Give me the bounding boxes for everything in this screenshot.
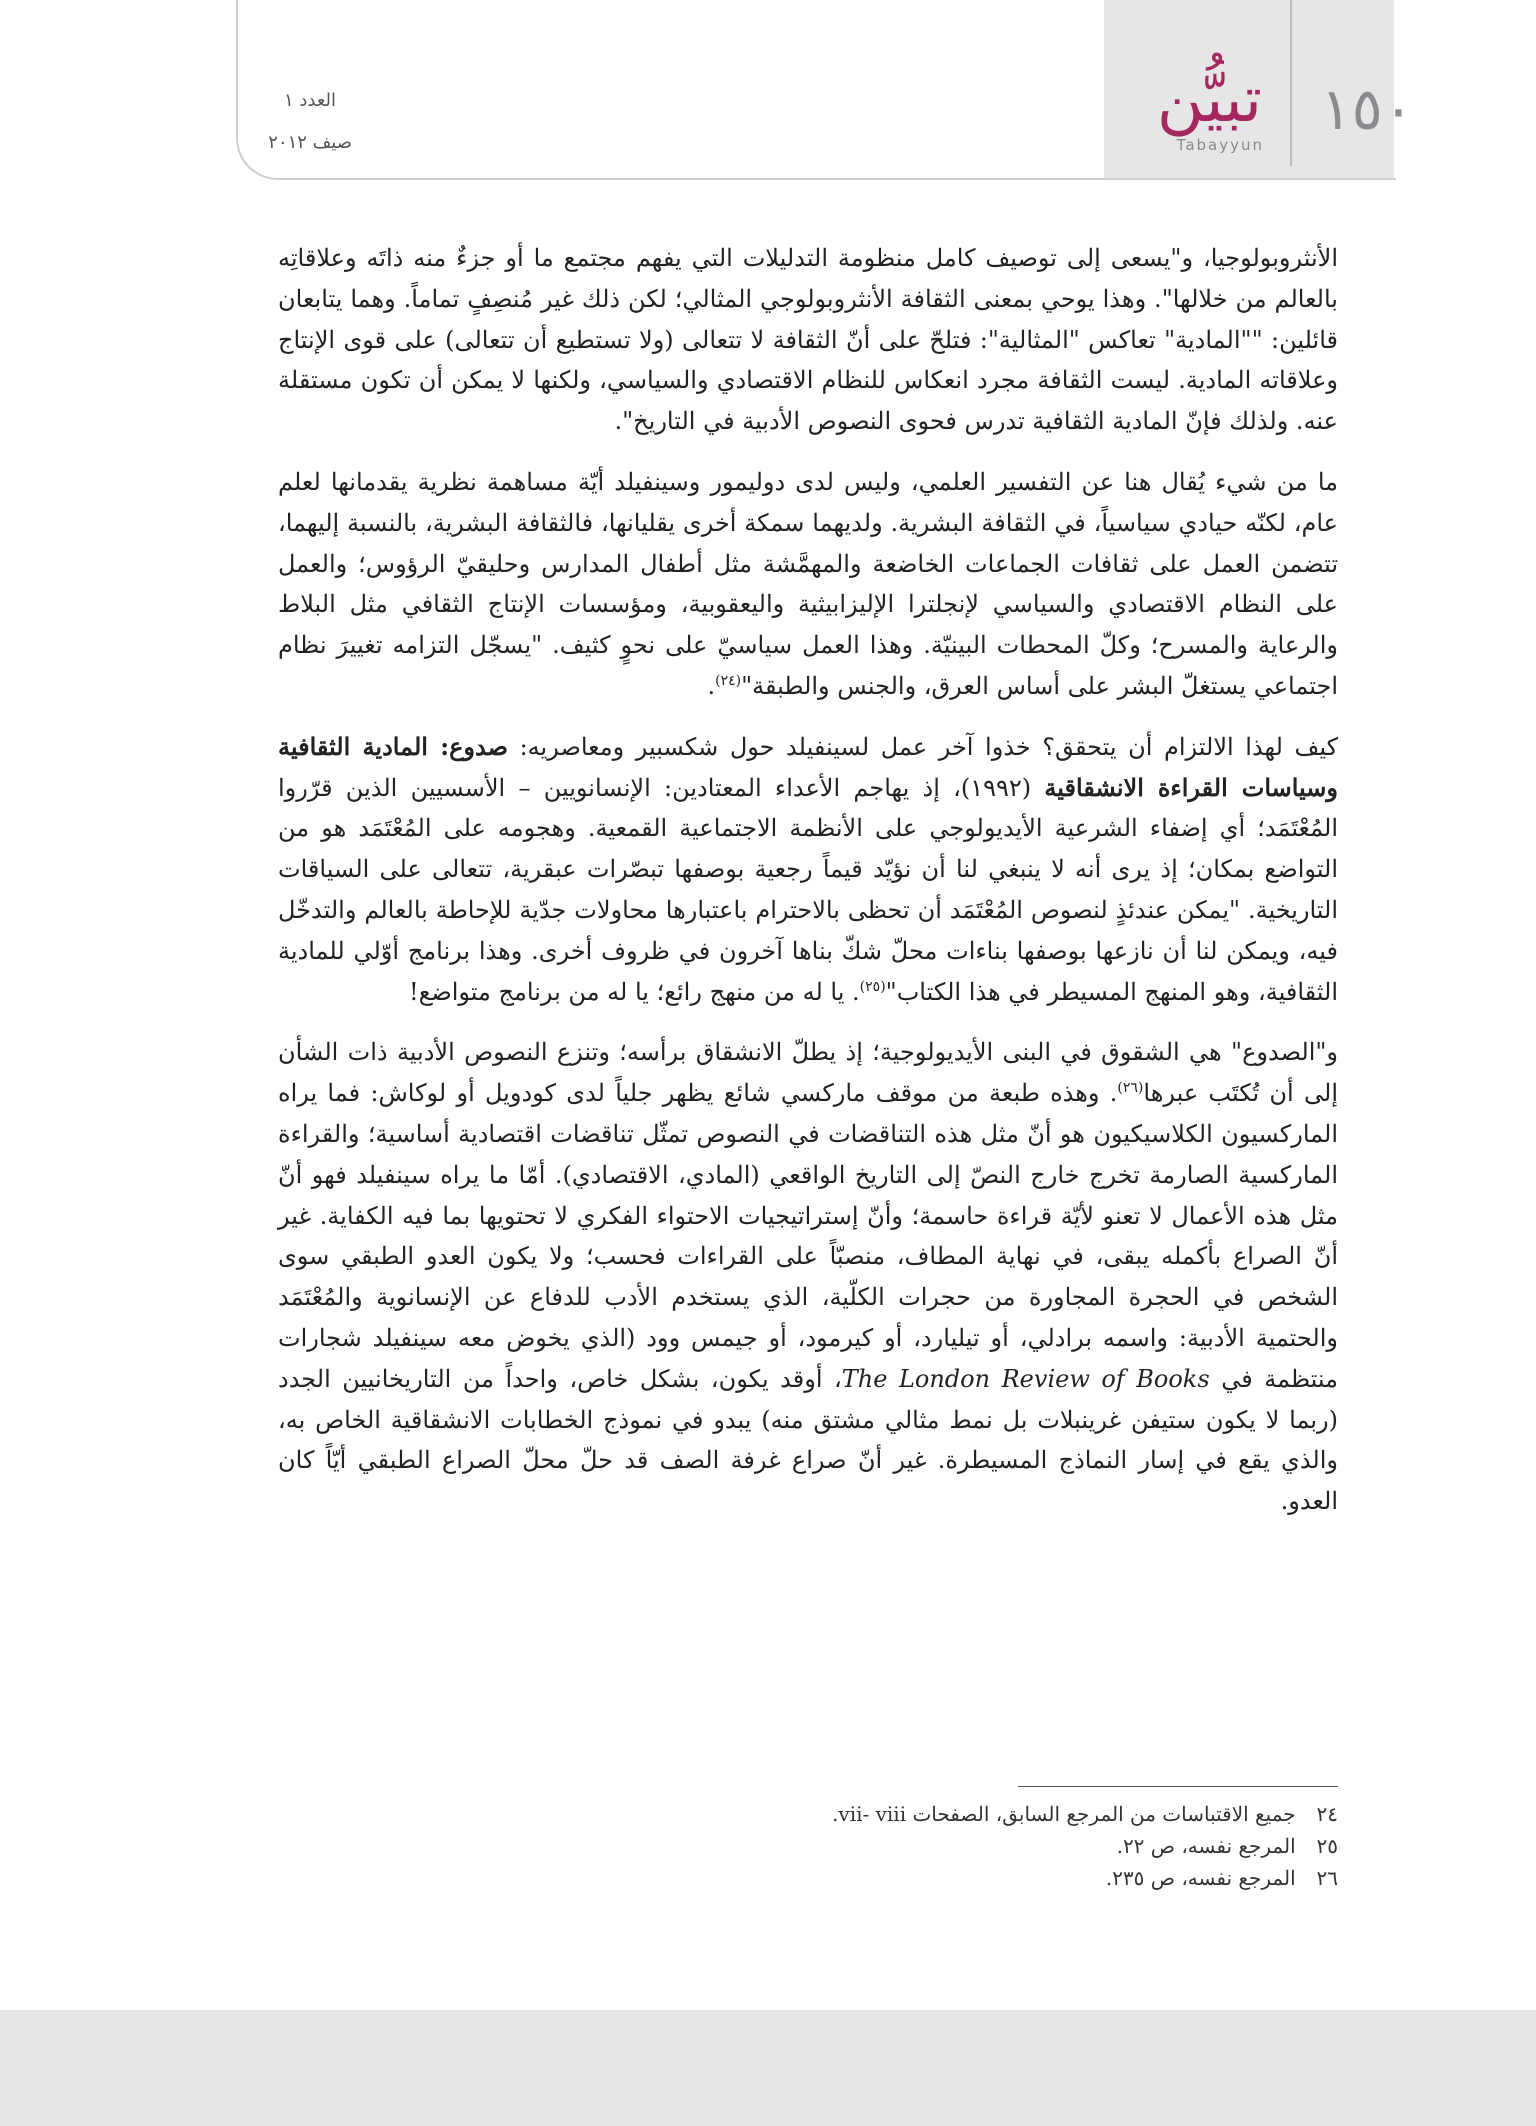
footnote-text: المرجع نفسه، ص ٢٢. <box>1116 1834 1296 1858</box>
paragraph-text: (١٩٩٢)، إذ يهاجم الأعداء المعتادين: الإنسانويين – الأسسيين الذين قرّروا المُعْتَمَد؛ أي إضفاء الشرعية الأيديولوجي على الأنظمة الاجتماعية القمعية. وهجومه على المُعْتَمَد هو من التواضع بمكان؛ إذ يرى أنه لا ينبغي لنا أن نؤيّد قيماً رجعية بوصفها تبصّرات عبقرية، تتعالى على السياقات التاريخية. "يمكن عندئذٍ لنصوص المُعْتَمَد أن تحظى بالاحترام باعتبارها محاولات جدّية للإحاطة بالعالم والتدخّل فيه، ويمكن لنا أن نازعها بوصفها بناءات محلّ شكّ بناها آخرون في ظروف أخرى. وهذا برنامج أوّلي للمادية الثقافية، وهو المنهج المسيطر في هذا الكتاب" <box>278 773 1339 1006</box>
paragraph-text-continued: . وهذه طبعة من موقف ماركسي شائع يظهر جلياً لدى كودويل أو لوكاش: فما يراه الماركسيون الكلاسيكيون هو أنّ مثل هذه التناقضات في النصوص تمثّل تناقضات اقتصادية أساسية؛ والقراءة الماركسية الصارمة تخرج خارج النصّ إلى التاريخ الواقعي (المادي، الاقتصادي). أمّا ما يراه سينفيلد فهو أنّ مثل هذه الأعمال لا تعنو لأيّة قراءة حاسمة؛ وأنّ إستراتيجيات الاحتواء الفكري لا تحتويها بما فيه الكفاية. غير أنّ الصراع بأكمله يبقى، في نهاية المطاف، منصبّاً على القراءات فحسب؛ ولا يكون العدو الطبقي سوى الشخص في الحجرة المجاورة من حجرات الكلّية، الذي يستخدم الأدب للدفاع عن الإنسانوية والمُعْتَمَد والحتمية الأدبية: واسمه برادلي، أو تيليارد، أو كيرمود، أو جيمس وود (الذي يخوض معه سينفيلد شجارات منتظمة في <box>278 1079 1338 1393</box>
footnote-ref-25: (٢٥) <box>859 978 886 995</box>
footnote-number: ٢٤ <box>1316 1802 1338 1826</box>
logo-arabic-text: تبيُّن <box>1156 63 1262 137</box>
paragraph-2 <box>278 462 1338 707</box>
paragraph-text: و"الصدوع" هي الشقوق في البنى الأيديولوجية؛ إذ يطلّ الانشقاق برأسه؛ وتنزع النصوص الأدبية ذات الشأن إلى أن تُكتَب عبرها <box>278 1038 1339 1108</box>
paragraph-text: ما من شيء يُقال هنا عن التفسير العلمي، وليس لدى دوليمور وسينفيلد أيّة مساهمة نظرية يقدمانها لعلم عام، لكنّه حيادي سياسياً، في الثقافة البشرية. ولديهما سمكة أخرى يقليانها، فالثقافة البشرية، بالنسبة إليهما، تتضمن العمل على ثقافات الجماعات الخاضعة والمهمَّشة مثل أطفال المدارس وحليقيّ الرؤوس؛ والعمل على النظام الاقتصادي والسياسي لإنجلترا الإليزابيثية واليعقوبية، ومؤسسات الإنتاج الثقافي مثل البلاط والرعاية والمسرح؛ وكلّ المحطات البينيّة. وهذا العمل سياسيّ على نحوٍ كثيف. "يسجّل التزامه تغييرَ نظام اجتماعي يستغلّ البشر على أساس العرق، والجنس والطبقة" <box>278 467 1338 700</box>
logo-latin-text: Tabayyun <box>1176 136 1264 154</box>
season-label: صيف ٢٠١٢ <box>268 132 352 153</box>
footnote-ref-26: (٢٦) <box>1117 1080 1144 1097</box>
footnote-26 <box>600 1862 1338 1894</box>
book-title: صدوع: المادية الثقافية وسياسات القراءة الانشقاقية <box>278 731 1338 802</box>
periodical-title: The London Review of Books <box>841 1364 1210 1393</box>
footnote-number: ٢٥ <box>1316 1834 1338 1858</box>
paragraph-1 <box>278 238 1338 442</box>
footnote-ref-24: (٢٤) <box>715 672 742 689</box>
paragraph-4 <box>278 1032 1338 1522</box>
footnote-separator <box>1018 1786 1338 1787</box>
footnotes <box>600 1798 1338 1894</box>
footnote-24 <box>600 1798 1338 1830</box>
page-number: ١٥٠ <box>1320 75 1414 143</box>
paragraph-tail: ، أوقد يكون، بشكل خاص، واحداً من التاريخانيين الجدد (ربما لا يكون ستيفن غرينبلات بل نمط مثالي مشتق منه) يبدو في نموذج الخطابات الانشقاقية الخاص به، والذي يقع في إسار النماذج المسيطرة. غير أنّ صراع غرفة الصف قد حلّ محلّ الصراع الطبقي أيّاً كان العدو. <box>278 1364 1338 1516</box>
footnote-text: المرجع نفسه، ص ٢٣٥. <box>1105 1866 1296 1890</box>
paragraph-lead: كيف لهذا الالتزام أن يتحقق؟ خذوا آخر عمل لسينفيلد حول شكسبير ومعاصريه: <box>508 732 1339 761</box>
paragraph-3 <box>278 727 1338 1013</box>
footnote-text: جميع الاقتباسات من المرجع السابق، الصفحات vii- viii. <box>832 1802 1296 1826</box>
article-body <box>278 238 1338 1542</box>
footnote-25 <box>600 1830 1338 1862</box>
paragraph-tail: . يا له من منهج رائع؛ يا له من برنامج متواضع! <box>408 977 860 1006</box>
footnote-number: ٢٦ <box>1316 1866 1338 1890</box>
paragraph-text: الأنثروبولوجيا، و"يسعى إلى توصيف كامل منظومة التدليلات التي يفهم مجتمع ما أو جزءٌ منه ذاتَه وعلاقاتِه بالعالم من خلالها". وهذا يوحي بمعنى الثقافة الأنثروبولوجي المثالي؛ لكن ذلك غير مُنصِفٍ تماماً. وهما يتابعان قائلين: ""المادية" تعاكس "المثالية": فتلحّ على أنّ الثقافة لا تتعالى (ولا تستطيع أن تتعالى) على قوى الإنتاج وعلاقاته المادية. ليست الثقافة مجرد انعكاس للنظام الاقتصادي والسياسي، ولكنها لا يمكن أن تكون مستقلة عنه. ولذلك فإنّ المادية الثقافية تدرس فحوى النصوص الأدبية في التاريخ". <box>278 244 1338 436</box>
journal-logo <box>1120 62 1270 162</box>
issue-label: العدد ١ <box>283 90 336 111</box>
header-divider <box>1290 0 1292 166</box>
bottom-margin-band <box>0 2010 1536 2126</box>
paragraph-tail: . <box>707 671 716 700</box>
